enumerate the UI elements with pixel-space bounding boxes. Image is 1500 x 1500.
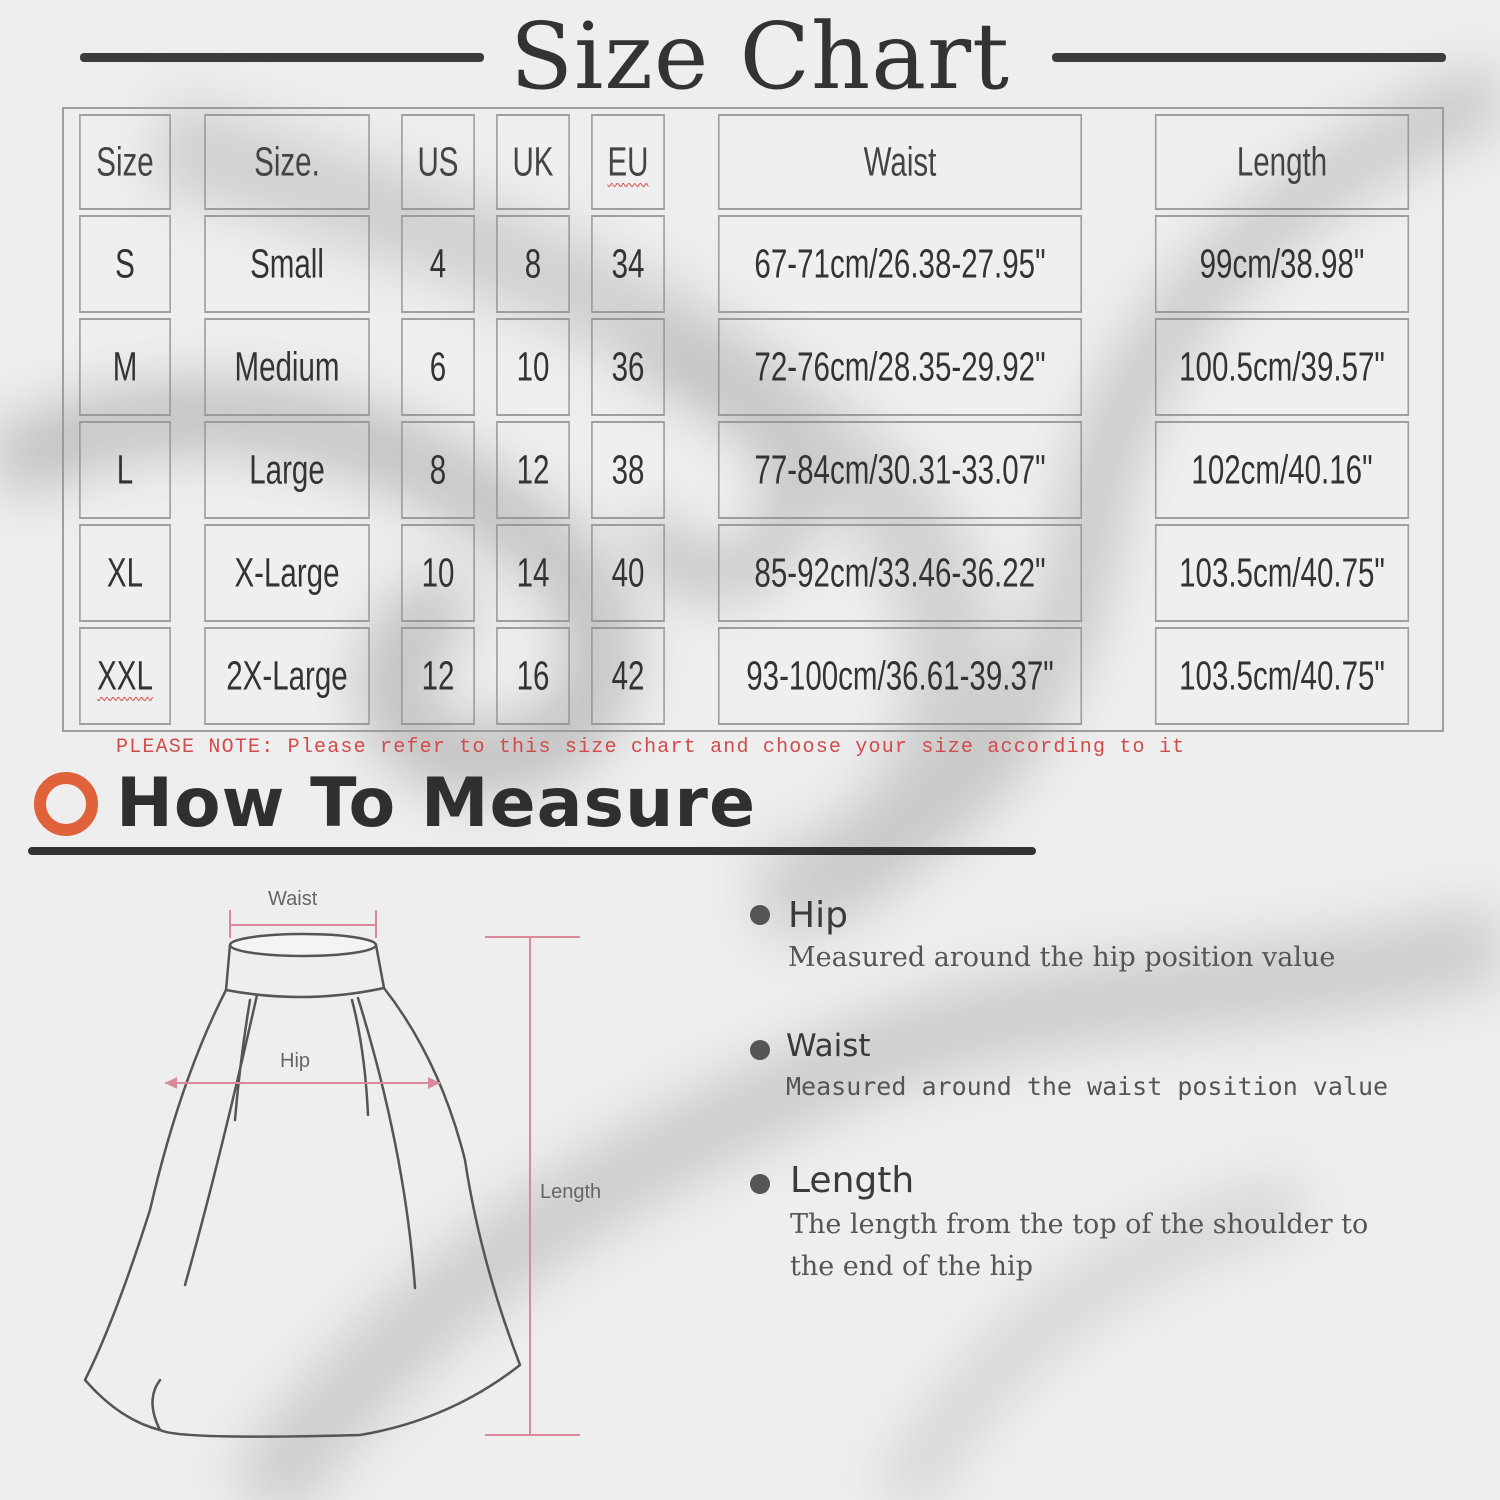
table-cell: 42	[591, 627, 665, 725]
table-row	[69, 421, 1437, 519]
table-cell: 100.5cm/39.57"	[1155, 318, 1409, 416]
table-cell: X-Large	[204, 524, 370, 622]
section-rule	[28, 847, 1036, 855]
table-cell: 6	[401, 318, 475, 416]
header-cell: Length	[1155, 114, 1409, 210]
table-header-row	[69, 114, 1437, 210]
how-to-measure-title: How To Measure	[116, 764, 757, 843]
measure-item-desc: Measured around the waist position value	[786, 1072, 1389, 1101]
table-cell: 93-100cm/36.61-39.37"	[718, 627, 1082, 725]
measure-item-title: Hip	[788, 895, 848, 936]
table-cell: 2X-Large	[204, 627, 370, 725]
table-row	[69, 627, 1437, 725]
table-cell: Large	[204, 421, 370, 519]
table-cell: 99cm/38.98"	[1155, 215, 1409, 313]
diagram-label-length: Length	[540, 1181, 602, 1203]
header-cell: EU	[591, 114, 665, 210]
table-cell: 40	[591, 524, 665, 622]
header-cell: Waist	[718, 114, 1082, 210]
bullet-icon	[750, 1174, 770, 1194]
table-cell: 10	[496, 318, 570, 416]
header-cell: Size.	[204, 114, 370, 210]
table-cell: XL	[79, 524, 171, 622]
table-row	[69, 318, 1437, 416]
table-cell: 10	[401, 524, 475, 622]
measure-item-title: Waist	[786, 1028, 871, 1064]
measure-item-desc: Measured around the hip position value	[788, 942, 1336, 973]
skirt-diagram	[60, 880, 680, 1480]
bullet-icon	[750, 905, 770, 925]
table-cell: L	[79, 421, 171, 519]
table-cell: 16	[496, 627, 570, 725]
header-cell: Size	[79, 114, 171, 210]
table-cell: 72-76cm/28.35-29.92"	[718, 318, 1082, 416]
table-cell: 12	[496, 421, 570, 519]
title-rule-left	[80, 53, 484, 62]
table-cell: 4	[401, 215, 475, 313]
title-rule-right	[1052, 53, 1446, 62]
table-cell: 12	[401, 627, 475, 725]
diagram-label-hip: Hip	[280, 1050, 311, 1072]
table-cell: XXL	[79, 627, 171, 725]
table-cell: S	[79, 215, 171, 313]
table-cell: 102cm/40.16"	[1155, 421, 1409, 519]
table-cell: 8	[496, 215, 570, 313]
diagram-label-waist: Waist	[268, 888, 318, 910]
table-cell: 14	[496, 524, 570, 622]
table-cell: Medium	[204, 318, 370, 416]
table-cell: 103.5cm/40.75"	[1155, 524, 1409, 622]
table-cell: 67-71cm/26.38-27.95"	[718, 215, 1082, 313]
header-cell: UK	[496, 114, 570, 210]
table-cell: Small	[204, 215, 370, 313]
measure-item-title: Length	[790, 1160, 915, 1201]
page-title: Size Chart	[509, 3, 1011, 110]
table-cell: 8	[401, 421, 475, 519]
table-row	[69, 215, 1437, 313]
header-cell: US	[401, 114, 475, 210]
bullet-icon	[750, 1040, 770, 1060]
table-cell: 34	[591, 215, 665, 313]
size-note: PLEASE NOTE: Please refer to this size chart and choose your size according to it	[116, 736, 1186, 759]
table-cell: 103.5cm/40.75"	[1155, 627, 1409, 725]
measure-item-desc: The length from the top of the shoulder to	[790, 1209, 1369, 1240]
table-cell: 85-92cm/33.46-36.22"	[718, 524, 1082, 622]
table-cell: 38	[591, 421, 665, 519]
table-cell: 77-84cm/30.31-33.07"	[718, 421, 1082, 519]
table-cell: 36	[591, 318, 665, 416]
table-row	[69, 524, 1437, 622]
ring-icon	[34, 772, 98, 836]
measure-item-desc: the end of the hip	[790, 1251, 1033, 1282]
table-cell: M	[79, 318, 171, 416]
size-chart-table	[62, 107, 1444, 732]
